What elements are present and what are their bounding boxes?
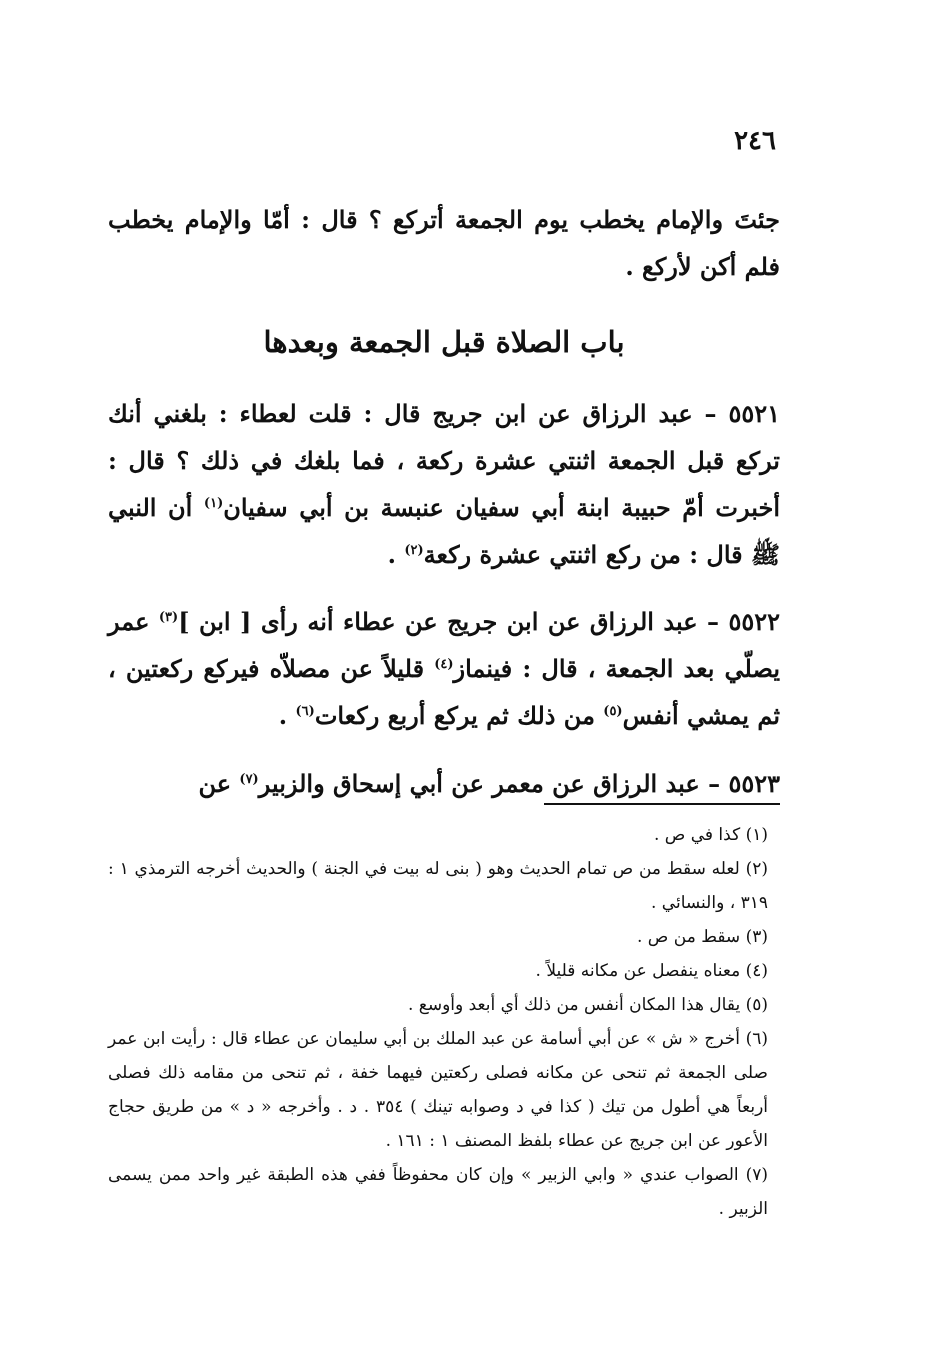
hadith-text: أن النبي ﷺ قال : من ركع اثنتي عشرة ركعة (108, 493, 780, 569)
footnote-6: (٦) أخرج « ش » عن أبي أسامة عن عبد الملك بن أبي سليمان عن عطاء قال : رأيت ابن عمر صلى الجمعة ثم تنحى عن مكانه فصلى ركعتين فيهما خفة ، ثم تنحى من مقامه ذلك فصلى أربعاً هي أطول من تيك ( كذا في د وصوابه تينك ) ٣٥٤ . د . وأخرجه « د » من طريق حجاج الأعور عن ابن جريج عن عطاء بلفظ المصنف ١ : ١٦١ . (108, 1029, 769, 1151)
hadith-text: من ذلك ثم يركع أربع ركعات (314, 701, 604, 730)
hadith-paragraph (108, 598, 780, 739)
footnote-7: (٧) الصواب عندي « وابي الزبير » وإن كان محفوظاً ففي هذه الطبقة غير واحد ممن يسمى الزبير . (108, 1165, 768, 1219)
footnote-reference: (٦) (295, 704, 315, 719)
continuation-paragraph: جئتَ والإمام يخطب يوم الجمعة أتركع ؟ قال : أمّا والإمام يخطب فلم أكن لأركع . (108, 205, 780, 281)
footnote-reference: (٤) (434, 657, 454, 672)
footnote-reference: (٣) (158, 610, 179, 625)
footnote-reference: (٢) (404, 543, 424, 558)
hadith-text: . (278, 701, 296, 730)
footnote-4: (٤) معناه ينفصل عن مكانه قليلاً . (535, 961, 768, 981)
hadith-text: قليلاً عن مصلاّه فيركع ركعتين ، ثم يمشي أنفس (108, 654, 780, 730)
hadith-text: – عبد الرزاق عن ابن جريج عن عطاء أنه رأى [ ابن ] (178, 607, 729, 636)
hadith-text: عمر يصلّي بعد الجمعة ، قال : فينماز (108, 607, 780, 683)
footnote-reference: (٥) (603, 704, 623, 719)
chapter-title: باب الصلاة قبل الجمعة وبعدها (263, 325, 625, 359)
hadith-text: – عبد الرزاق عن معمر عن أبي إسحاق والزبير (258, 769, 729, 798)
footnote-2: (٢) لعله سقط من ص تمام الحديث وهو ( بنى له بيت في الجنة ) والحديث أخرجه الترمذي ١ : ٣١٩ ، والنسائي . (108, 859, 769, 913)
hadith-number: ٥٥٢١ (728, 399, 780, 428)
footnote-reference: (٧) (239, 772, 259, 787)
footnote-3: (٣) سقط من ص . (636, 927, 768, 947)
hadith-number: ٥٥٢٣ (728, 769, 780, 798)
hadith-paragraph (108, 390, 780, 578)
hadith-number: ٥٥٢٢ (728, 607, 781, 636)
hadith-text: . (387, 540, 405, 569)
footnote-reference: (١) (203, 496, 224, 511)
hadith-text: – عبد الرزاق عن ابن جريج قال : قلت لعطاء : بلغني أنك تركع قبل الجمعة اثنتي عشرة ركعة ، فما بلغك في ذلك ؟ قال : أخبرت أمّ حبيبة ابنة أبي سفيان عنبسة بن أبي سفيان (108, 399, 780, 522)
hadith-text: عن (198, 769, 240, 798)
footnote-1: (١) كذا في ص . (653, 825, 768, 845)
footnote-separator (544, 803, 780, 805)
hadith-paragraph (108, 760, 780, 807)
page-number: ٢٤٦ (734, 126, 776, 156)
footnotes (108, 818, 784, 1226)
footnote-5: (٥) يقال هذا المكان أنفس من ذلك أي أبعد وأوسع . (407, 995, 768, 1015)
